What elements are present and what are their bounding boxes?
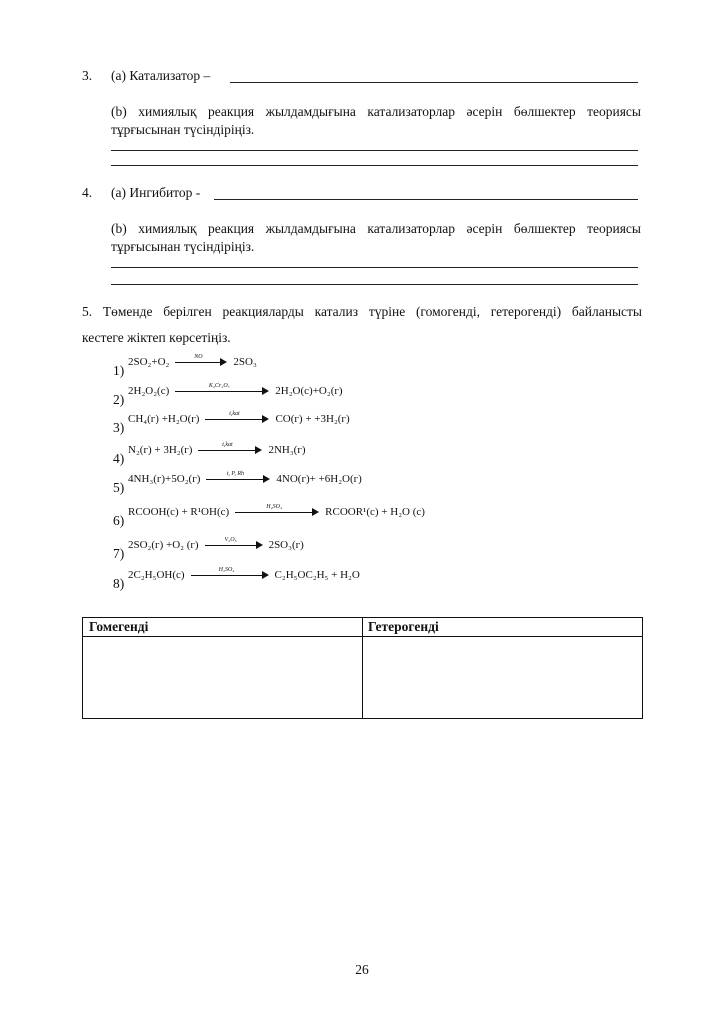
products: 2NH₃(г) bbox=[268, 444, 306, 456]
q3-answer-line-2[interactable] bbox=[111, 165, 638, 166]
classification-table bbox=[82, 617, 643, 719]
q4-part-a-label: (a) Ингибитор - bbox=[111, 185, 201, 200]
reaction-equation bbox=[128, 443, 306, 457]
q3-part-b-text-line2: тұрғысынан түсіндіріңіз. bbox=[111, 122, 255, 137]
q5-text-line2: кестеге жіктеп көрсетіңіз. bbox=[82, 330, 231, 345]
reaction-number: 8) bbox=[113, 576, 125, 591]
reactants: 4NH₃(г)+5O₂(г) bbox=[128, 473, 201, 485]
catalyst-condition: H₂SO₄ bbox=[218, 567, 235, 574]
products: 2H₂O(с)+O₂(г) bbox=[275, 385, 343, 397]
catalyst-condition: V₂O₅ bbox=[224, 537, 237, 544]
catalyst-condition: NO bbox=[194, 354, 203, 361]
reaction-number: 5) bbox=[113, 480, 125, 495]
catalyst-condition: t,kat bbox=[222, 442, 233, 449]
products: 2SO₃ bbox=[233, 356, 257, 368]
q4-number: 4. bbox=[82, 185, 93, 200]
q4-part-b-text-line1: (b) химиялық реакция жылдамдығына катализаторлар әсерін бөлшектер теориясы bbox=[111, 221, 641, 236]
reaction-equation bbox=[128, 505, 425, 519]
reaction-arrow-icon bbox=[235, 505, 319, 519]
reaction-arrow-icon bbox=[206, 472, 270, 486]
q4-answer-line-2[interactable] bbox=[111, 284, 638, 285]
table-cell-heterogeneous[interactable] bbox=[363, 637, 642, 718]
reaction-number: 1) bbox=[113, 363, 125, 378]
reactants: 2H₂O₂(с) bbox=[128, 385, 170, 397]
products: 4NO(г)+ +6H₂O(г) bbox=[276, 473, 362, 485]
q3-answer-line-1[interactable] bbox=[111, 150, 638, 151]
reaction-number: 6) bbox=[113, 513, 125, 528]
q4-answer-line-1[interactable] bbox=[111, 267, 638, 268]
reaction-equation bbox=[128, 355, 257, 369]
reaction-equation bbox=[128, 412, 350, 426]
q3-number: 3. bbox=[82, 68, 93, 83]
reaction-arrow-icon bbox=[198, 443, 262, 457]
reactants: N₂(г) + 3H₂(г) bbox=[128, 444, 193, 456]
reaction-number: 2) bbox=[113, 392, 125, 407]
reaction-equation bbox=[128, 384, 343, 398]
page-number: 26 bbox=[355, 962, 369, 977]
products: RCOOR¹(с) + H₂O (с) bbox=[325, 506, 425, 518]
reaction-arrow-icon bbox=[175, 355, 227, 369]
table-cell-homogeneous[interactable] bbox=[83, 637, 362, 718]
table-header-heterogeneous: Гетерогенді bbox=[368, 619, 439, 634]
reaction-arrow-icon bbox=[205, 412, 269, 426]
reactants: 2SO₂(г) +O₂ (г) bbox=[128, 539, 199, 551]
products: CO(г) + +3H₂(г) bbox=[275, 413, 350, 425]
reaction-equation bbox=[128, 538, 304, 552]
reaction-arrow-icon bbox=[205, 538, 263, 552]
reaction-equation bbox=[128, 472, 362, 486]
reaction-number: 4) bbox=[113, 451, 125, 466]
q3-part-a-label: (a) Катализатор – bbox=[111, 68, 211, 83]
reactants: 2C₂H₅OH(с) bbox=[128, 569, 185, 581]
reaction-arrow-icon bbox=[191, 568, 269, 582]
q3-part-a-answer-line[interactable] bbox=[230, 82, 638, 83]
catalyst-condition: t,kat bbox=[229, 411, 240, 418]
reactants: 2SO₂+O₂ bbox=[128, 356, 170, 368]
catalyst-condition: t, P, Rh bbox=[226, 471, 244, 478]
reaction-number: 3) bbox=[113, 420, 125, 435]
catalyst-condition: H₂SO₄ bbox=[266, 504, 283, 511]
q4-part-a-answer-line[interactable] bbox=[214, 199, 638, 200]
reaction-arrow-icon bbox=[175, 384, 269, 398]
reaction-equation bbox=[128, 568, 360, 582]
q4-part-b-text-line2: тұрғысынан түсіндіріңіз. bbox=[111, 239, 255, 254]
reactants: RCOOH(с) + R¹OH(с) bbox=[128, 506, 230, 518]
reaction-number: 7) bbox=[113, 546, 125, 561]
table-header-homogeneous: Гомегенді bbox=[89, 619, 149, 634]
products: C₂H₅OC₂H₅ + H₂O bbox=[274, 569, 360, 581]
q5-text-line1: 5. Төменде берілген реакцияларды катализ түріне (гомогенді, гетерогенді) байланысты bbox=[82, 304, 642, 319]
q3-part-b-text-line1: (b) химиялық реакция жылдамдығына катализаторлар әсерін бөлшектер теориясы bbox=[111, 104, 641, 119]
products: 2SO₃(г) bbox=[268, 539, 304, 551]
catalyst-condition: K₂Cr₂O₇ bbox=[208, 383, 230, 390]
reactants: CH₄(г) +H₂O(г) bbox=[128, 413, 200, 425]
